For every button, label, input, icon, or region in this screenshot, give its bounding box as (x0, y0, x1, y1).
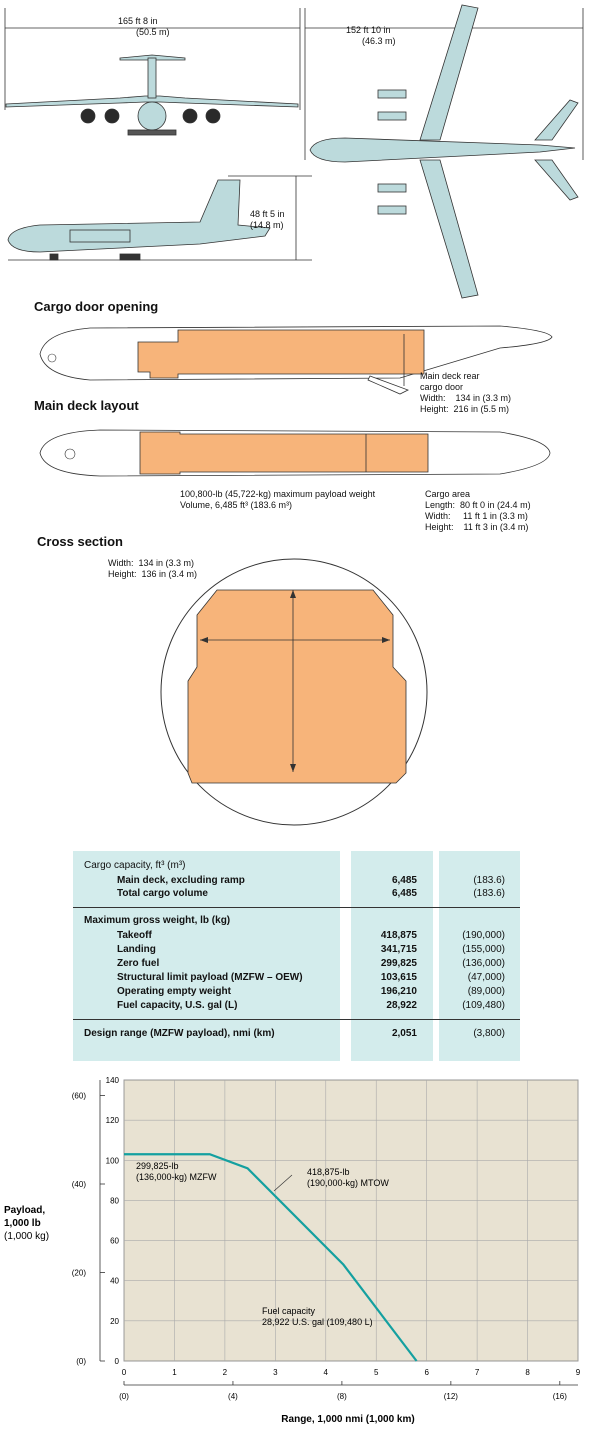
fuel-annotation: Fuel capacity (262, 1306, 316, 1316)
x-tick-label: 1 (172, 1368, 177, 1377)
cargo-area-length: Length: 80 ft 0 in (24.4 m) (425, 500, 531, 510)
cargo-door-diagram (0, 312, 590, 402)
table-row-label: Zero fuel (117, 958, 160, 969)
x-tick-label: 4 (323, 1368, 329, 1377)
aircraft-views (0, 0, 590, 300)
cargo-area-title: Cargo area (425, 489, 471, 499)
secondary-y-tick-label: (20) (71, 1268, 86, 1278)
x-axis-secondary (119, 1381, 578, 1401)
secondary-x-tick-label: (0) (119, 1392, 129, 1401)
x-tick-label: 9 (575, 1368, 581, 1377)
table-row-metric: (155,000) (462, 944, 505, 955)
cargo-area-width: Width: 11 ft 1 in (3.3 m) (425, 511, 528, 521)
table-row-value: 196,210 (380, 986, 417, 997)
x-tick-label: 0 (121, 1368, 127, 1377)
main-deck-diagram (0, 420, 590, 490)
door-label-2: cargo door (420, 382, 464, 392)
table-row-metric: (89,000) (467, 986, 505, 997)
top-view (305, 5, 583, 298)
mtow-annotation: 418,875-lb (307, 1167, 350, 1177)
cross-section-title: Cross section (37, 534, 123, 549)
y-tick-label: 100 (105, 1156, 119, 1166)
table-row-label: Fuel capacity, U.S. gal (L) (117, 1000, 238, 1011)
design-range-value: 2,051 (391, 1028, 417, 1039)
front-span-label: 165 ft 8 in (118, 16, 158, 26)
top-length-metric: (46.3 m) (362, 36, 396, 46)
table-row-label: Landing (117, 944, 156, 955)
y-axis (106, 1076, 120, 1366)
y-tick-label: 0 (114, 1357, 119, 1366)
table-row-value: 28,922 (386, 1000, 417, 1011)
cargo-area-height: Height: 11 ft 3 in (3.4 m) (425, 522, 529, 532)
design-range-metric: (3,800) (473, 1028, 505, 1039)
secondary-x-tick-label: (8) (337, 1392, 347, 1401)
cargo-door-title: Cargo door opening (34, 299, 159, 314)
y-tick-label: 60 (110, 1236, 119, 1246)
y-axis-label: Payload, (4, 1205, 46, 1216)
cargo-capacity-header: Cargo capacity, ft³ (m³) (84, 860, 186, 871)
table-row-label: Total cargo volume (117, 888, 208, 899)
table-row-value: 341,715 (380, 944, 417, 955)
secondary-x-tick-label: (16) (552, 1392, 567, 1401)
x-axis (122, 1368, 581, 1377)
payload-note: 100,800-lb (45,722-kg) maximum payload weight (180, 489, 376, 499)
table-divider (73, 1019, 520, 1020)
table-row-label: Main deck, excluding ramp (117, 875, 245, 886)
x-tick-label: 6 (424, 1368, 429, 1377)
x-tick-label: 5 (373, 1368, 379, 1377)
top-length-label: 152 ft 10 in (346, 25, 391, 35)
y-tick-label: 140 (105, 1076, 119, 1085)
cross-height: Height: 136 in (3.4 m) (108, 569, 198, 579)
table-row-value: 103,615 (380, 972, 417, 983)
table-divider (73, 907, 520, 908)
table-row-metric: (47,000) (467, 972, 505, 983)
table-row-value: 299,825 (380, 958, 417, 969)
x-tick-label: 8 (525, 1368, 530, 1377)
front-span-metric: (50.5 m) (136, 27, 170, 37)
x-tick-label: 7 (474, 1368, 480, 1377)
y-axis-secondary (72, 1080, 105, 1366)
secondary-y-tick-label: (60) (71, 1091, 86, 1101)
side-height-metric: (14.8 m) (250, 220, 284, 230)
x-tick-label: 3 (273, 1368, 278, 1377)
y-tick-label: 120 (105, 1116, 119, 1126)
y-tick-label: 40 (110, 1276, 119, 1286)
x-axis-label: Range, 1,000 nmi (1,000 km) (281, 1414, 415, 1425)
mzfw-annotation: (136,000-kg) MZFW (136, 1172, 217, 1182)
y-tick-label: 80 (110, 1196, 119, 1206)
table-row-metric: (109,480) (462, 1000, 505, 1011)
table-row-value: 6,485 (391, 888, 417, 899)
table-row-label: Structural limit payload (MZFW – OEW) (117, 972, 303, 983)
x-tick-label: 2 (222, 1368, 228, 1377)
fuel-annotation: 28,922 U.S. gal (109,480 L) (262, 1317, 373, 1327)
max-gross-weight-header: Maximum gross weight, lb (kg) (84, 915, 231, 926)
door-width: Width: 134 in (3.3 m) (420, 393, 512, 403)
y-axis-label: (1,000 kg) (4, 1231, 50, 1242)
y-tick-label: 20 (110, 1316, 119, 1326)
table-row-value: 418,875 (380, 930, 417, 941)
table-row-value: 6,485 (391, 875, 417, 886)
table-row-label: Takeoff (117, 930, 152, 941)
cross-section-diagram (155, 555, 435, 835)
table-row-metric: (190,000) (462, 930, 505, 941)
mzfw-annotation: 299,825-lb (136, 1161, 179, 1171)
volume-note: Volume, 6,485 ft³ (183.6 m³) (180, 500, 293, 510)
design-range-label: Design range (MZFW payload), nmi (km) (84, 1028, 275, 1039)
cross-width: Width: 134 in (3.3 m) (108, 558, 195, 568)
secondary-y-tick-label: (0) (76, 1357, 86, 1366)
door-label-1: Main deck rear (420, 371, 480, 381)
table-row-label: Operating empty weight (117, 986, 231, 997)
table-row-metric: (183.6) (473, 888, 505, 899)
side-height-label: 48 ft 5 in (250, 209, 285, 219)
secondary-x-tick-label: (4) (228, 1392, 238, 1401)
payload-range-chart (0, 1070, 590, 1449)
main-deck-title: Main deck layout (34, 398, 139, 413)
secondary-x-tick-label: (12) (443, 1392, 458, 1401)
y-axis-label: 1,000 lb (4, 1218, 41, 1229)
table-row-metric: (136,000) (462, 958, 505, 969)
mtow-annotation: (190,000-kg) MTOW (307, 1178, 389, 1188)
secondary-y-tick-label: (40) (71, 1180, 86, 1190)
table-row-metric: (183.6) (473, 875, 505, 886)
door-height: Height: 216 in (5.5 m) (420, 404, 510, 414)
